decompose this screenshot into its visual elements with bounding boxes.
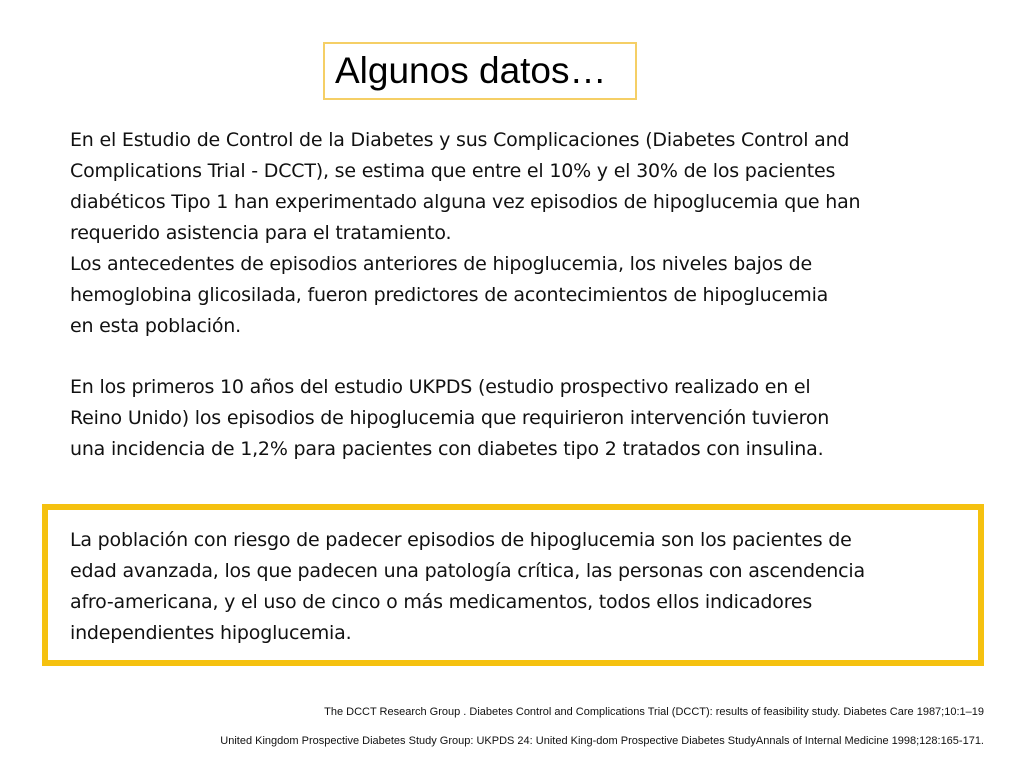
paragraph-line: afro-americana, y el uso de cinco o más medicamentos, todos ellos indicadores — [70, 591, 813, 613]
paragraph-ukpds — [70, 372, 829, 465]
title-box — [323, 42, 637, 100]
paragraph-line: diabéticos Tipo 1 han experimentado alguna vez episodios de hipoglucemia que han — [70, 191, 861, 213]
paragraph-line: una incidencia de 1,2% para pacientes con diabetes tipo 2 tratados con insulina. — [70, 438, 824, 460]
paragraph-line: independientes hipoglucemia. — [70, 622, 352, 644]
reference-dcct: The DCCT Research Group . Diabetes Control and Complications Trial (DCCT): results of feasibility study. Diabetes Care 1987;10:1–19 — [324, 706, 984, 718]
paragraph-line: edad avanzada, los que padecen una patología crítica, las personas con ascendencia — [70, 560, 865, 582]
paragraph-line: La población con riesgo de padecer episodios de hipoglucemia son los pacientes de — [70, 529, 852, 551]
paragraph-line: Reino Unido) los episodios de hipoglucemia que requirieron intervención tuvieron — [70, 407, 830, 429]
paragraph-line: Los antecedentes de episodios anteriores de hipoglucemia, los niveles bajos de — [70, 253, 812, 275]
paragraph-dcct — [70, 125, 860, 249]
paragraph-line: En los primeros 10 años del estudio UKPDS (estudio prospectivo realizado en el — [70, 376, 811, 398]
slide-title: Algunos datos… — [335, 50, 607, 91]
paragraph-line: en esta población. — [70, 315, 241, 337]
paragraph-risk-population — [70, 525, 865, 649]
reference-ukpds: United Kingdom Prospective Diabetes Study Group: UKPDS 24: United King-dom Prospective Diabetes StudyAnnals of Internal Medicine 1998;128:165-171. — [220, 735, 984, 747]
paragraph-line: hemoglobina glicosilada, fueron predictores de acontecimientos de hipoglucemia — [70, 284, 829, 306]
paragraph-predictors — [70, 249, 828, 342]
paragraph-line: Complications Trial - DCCT), se estima que entre el 10% y el 30% de los pacientes — [70, 160, 836, 182]
paragraph-line: requerido asistencia para el tratamiento. — [70, 222, 452, 244]
paragraph-line: En el Estudio de Control de la Diabetes y sus Complicaciones (Diabetes Control and — [70, 129, 850, 151]
